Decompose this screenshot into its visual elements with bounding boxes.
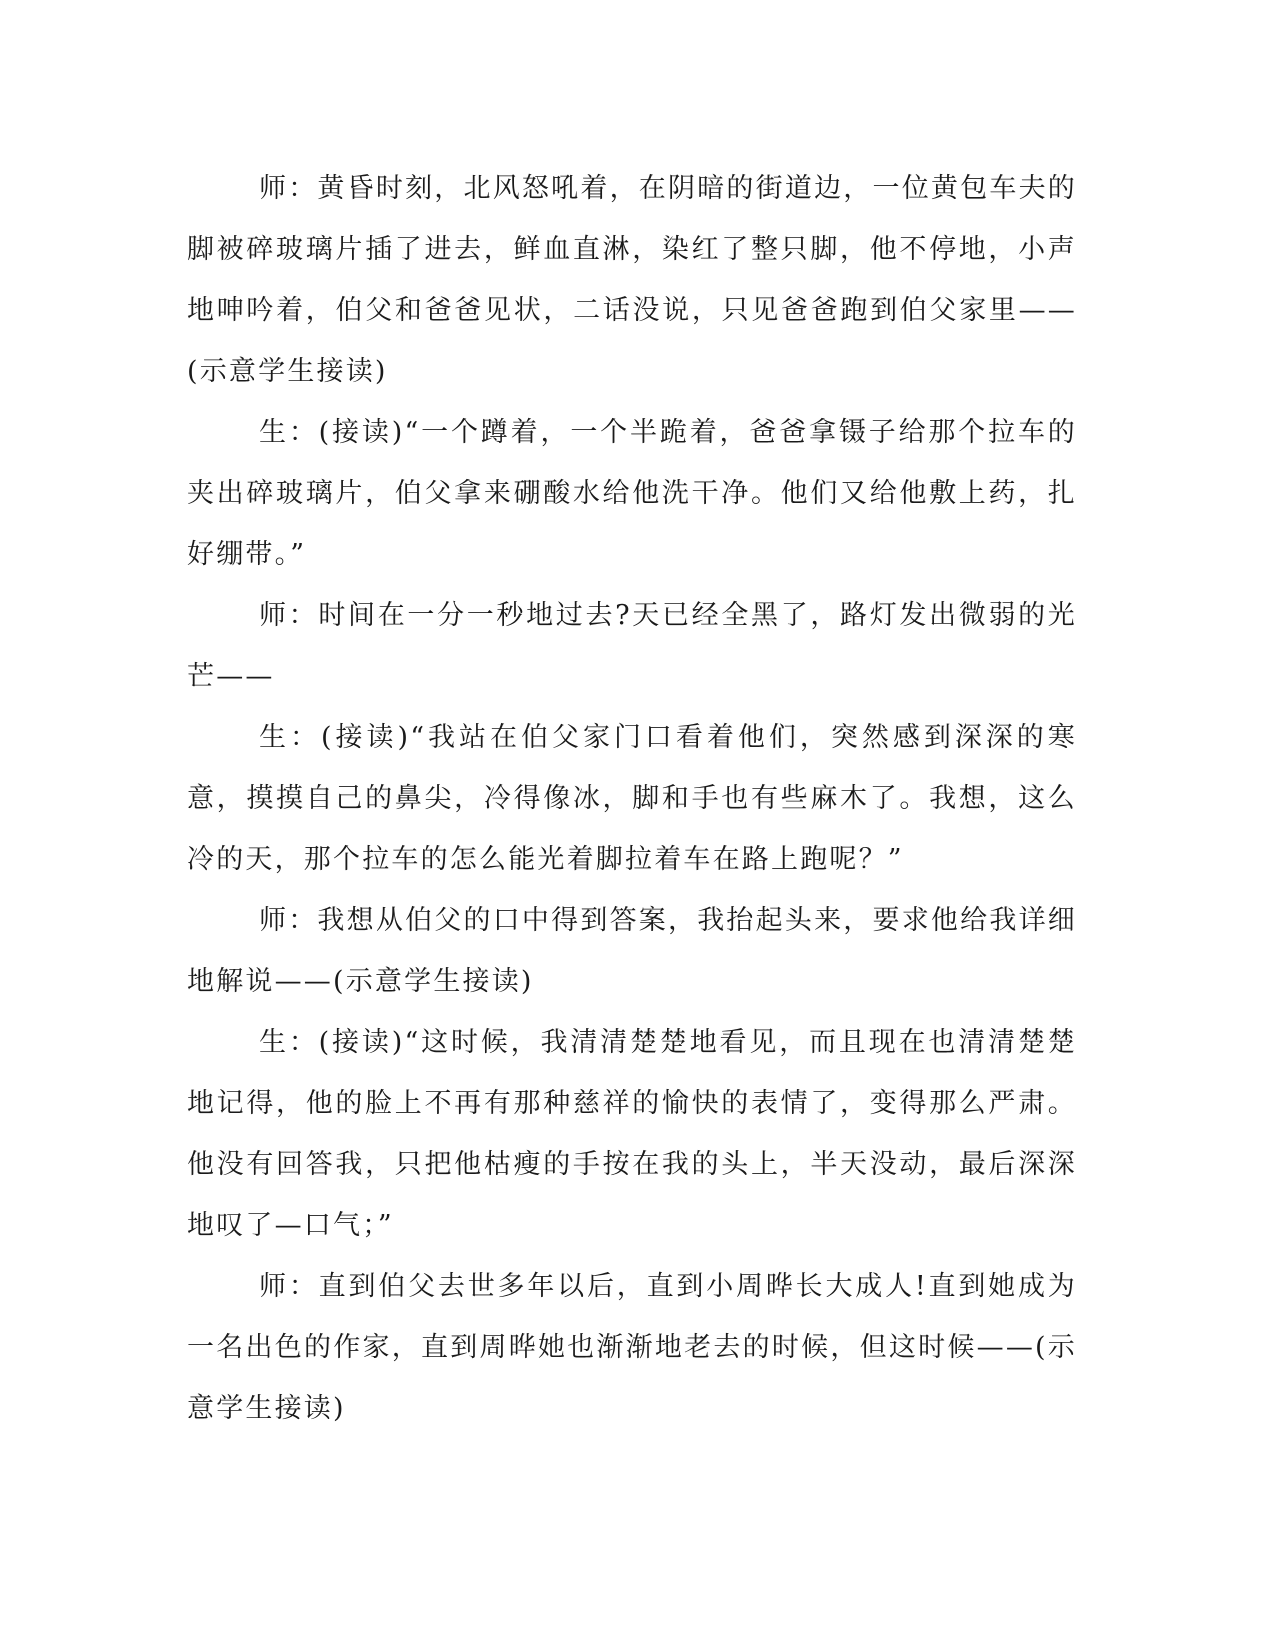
- paragraph-teacher-4: 师：直到伯父去世多年以后，直到小周晔长大成人!直到她成为一名出色的作家，直到周晔她也渐渐地老去的时候，但这时候——(示意学生接读): [187, 1271, 1077, 1424]
- paragraph-student-3: 生：(接读)“这时候，我清清楚楚地看见，而且现在也清清楚楚地记得，他的脸上不再有那种慈祥的愉快的表情了，变得那么严肃。他没有回答我，只把他枯瘦的手按在我的头上，半天没动，最后深深地叹了—口气；”: [187, 1027, 1077, 1241]
- paragraph-teacher-3: 师：我想从伯父的口中得到答案，我抬起头来，要求他给我详细地解说——(示意学生接读): [187, 905, 1077, 997]
- document-body: [187, 158, 1077, 1439]
- paragraph-student-2: 生：(接读)“我站在伯父家门口看着他们，突然感到深深的寒意，摸摸自己的鼻尖，冷得像冰，脚和手也有些麻木了。我想，这么冷的天，那个拉车的怎么能光着脚拉着车在路上跑呢？”: [187, 722, 1077, 875]
- paragraph-teacher-2: 师：时间在一分一秒地过去?天已经全黑了，路灯发出微弱的光芒——: [187, 600, 1077, 692]
- paragraph-student-1: 生：(接读)“一个蹲着，一个半跪着，爸爸拿镊子给那个拉车的夹出碎玻璃片，伯父拿来硼酸水给他洗干净。他们又给他敷上药，扎好绷带。”: [187, 417, 1077, 570]
- paragraph-teacher-1: 师：黄昏时刻，北风怒吼着，在阴暗的街道边，一位黄包车夫的脚被碎玻璃片插了进去，鲜血直淋，染红了整只脚，他不停地，小声地呻吟着，伯父和爸爸见状，二话没说，只见爸爸跑到伯父家里——(示意学生接读): [187, 173, 1077, 387]
